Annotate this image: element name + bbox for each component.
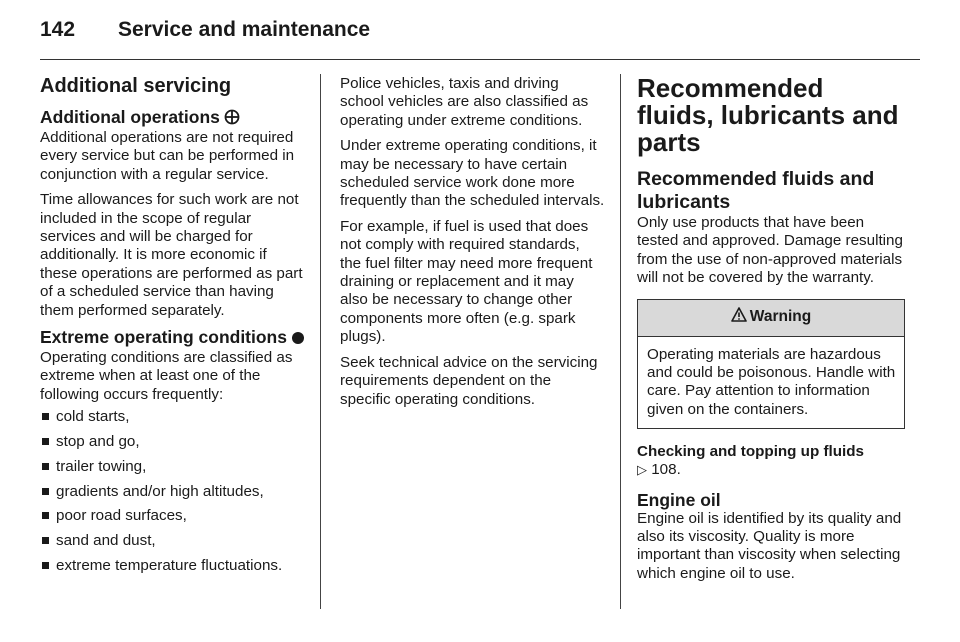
paragraph: Time allowances for such work are not included in the scope of regular services and will be charged for additionally. It is more economic if these operations are performed as part of a scheduled service than having them performed separately. — [40, 191, 303, 319]
bullet-square-icon — [42, 488, 49, 495]
bullet-square-icon — [42, 562, 49, 569]
bullet-square-icon — [42, 537, 49, 544]
paragraph: Police vehicles, taxis and driving school vehicles are also classified as operating under extreme conditions. — [340, 75, 589, 129]
warning-text: Operating materials are hazardous and could be poisonous. Handle with care. Pay attention to information given on the containers. — [647, 345, 896, 418]
subsection-title-checking: Checking and topping up fluids — [637, 443, 864, 461]
page-header — [40, 14, 920, 50]
cross-reference: ▷ 108. — [637, 461, 681, 479]
bullet-square-icon — [42, 438, 49, 445]
warning-triangle-icon — [731, 307, 747, 327]
conditions-list — [40, 408, 306, 575]
paragraph: For example, if fuel is used that does not comply with required standards, the fuel filter may need more frequent draining or replacement and it may also be necessary to change other components more often (e.g. spark plugs). — [340, 217, 593, 346]
crosshair-circle-icon — [224, 109, 240, 129]
paragraph: Engine oil is identified by its quality and also its viscosity. Quality is more important than viscosity when selecting which engine oil to use. — [637, 509, 902, 582]
list-item: extreme temperature fluctuations. — [40, 557, 306, 575]
warning-box — [637, 299, 905, 430]
column-divider — [620, 74, 621, 609]
page-number: 142 — [40, 18, 76, 41]
bullet-square-icon — [42, 413, 49, 420]
list-item: gradients and/or high altitudes, — [40, 483, 306, 501]
list-item: stop and go, — [40, 433, 306, 451]
list-item: trailer towing, — [40, 458, 306, 476]
subsection-title-additional-operations: Additional operations — [40, 107, 306, 129]
list-item: poor road surfaces, — [40, 507, 306, 525]
bullet-square-icon — [42, 463, 49, 470]
section-title: Additional servicing — [40, 75, 232, 97]
subsection-title-fluids: Recommended fluids and lubricants — [637, 168, 875, 213]
list-item: cold starts, — [40, 408, 306, 426]
paragraph: Seek technical advice on the servicing requirements dependent on the specific operating conditions. — [340, 353, 598, 408]
paragraph: Operating conditions are classified as extreme when at least one of the following occurs frequently: — [40, 349, 293, 403]
header-rule — [40, 59, 920, 60]
paragraph: Only use products that have been tested and approved. Damage resulting from the use of non-approved materials will not be covered by the warranty. — [637, 214, 903, 287]
running-title: Service and maintenance — [118, 18, 371, 41]
warning-label: Warning — [749, 308, 812, 326]
subsection-title-engine-oil: Engine oil — [637, 489, 721, 510]
column-middle — [340, 75, 605, 416]
list-item: sand and dust, — [40, 532, 306, 550]
column-right — [637, 75, 905, 590]
bullet-square-icon — [42, 512, 49, 519]
paragraph: Under extreme operating conditions, it may be necessary to have certain scheduled service work done more frequently than the scheduled intervals. — [340, 137, 605, 210]
page-reference-icon: ▷ — [637, 462, 647, 478]
paragraph: Additional operations are not required every service but can be performed in conjunction with a regular service. — [40, 129, 295, 183]
subsection-title-extreme-conditions: Extreme operating conditions — [40, 327, 306, 349]
warning-header — [638, 300, 904, 337]
filled-circle-icon — [291, 329, 305, 349]
column-left — [40, 75, 306, 582]
section-title-recommended: Recommended fluids, lubricants and parts — [637, 73, 899, 157]
column-divider — [320, 74, 321, 609]
